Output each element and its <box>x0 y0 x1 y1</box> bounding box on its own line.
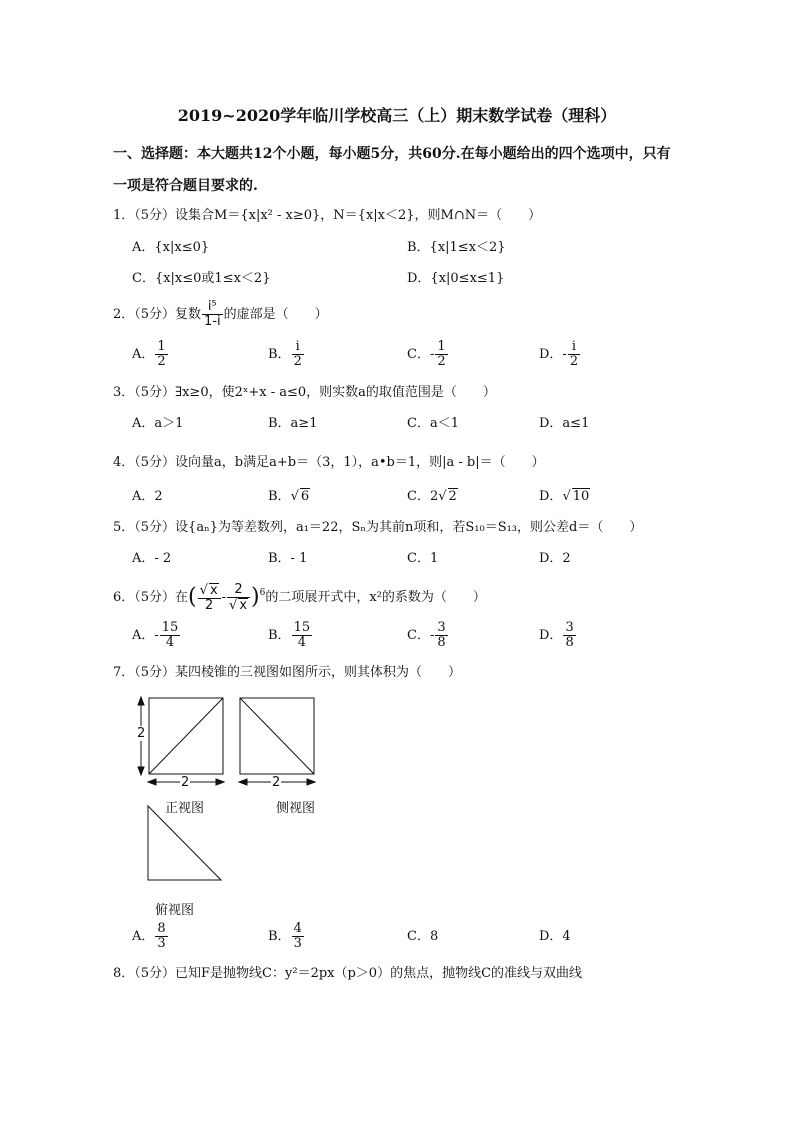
q2-c-den: 2 <box>437 354 446 369</box>
q5-stem: 5．（5分）设{aₙ}为等差数列，a₁＝22，Sₙ为其前n项和，若S₁₀＝S₁₃，则公差d＝（ ） <box>113 520 643 535</box>
q7-option-d: D．4 <box>539 929 571 944</box>
q7-a-den: 3 <box>157 936 166 951</box>
q6-stem-pre: 6．（5分）在 <box>113 590 189 605</box>
q2-a-label: A． <box>132 347 155 362</box>
q2-a-num: 1 <box>157 339 166 354</box>
q2-d-den: 2 <box>569 354 579 369</box>
q2-stem-den: 1-i <box>204 314 221 329</box>
q7-b-label: B． <box>268 929 291 944</box>
q7-option-a <box>132 922 169 952</box>
top-view-triangle <box>148 806 221 880</box>
q2-c-num: 1 <box>437 339 446 354</box>
q7-b-den: 3 <box>293 936 302 951</box>
q6-term2-radicand: x <box>239 597 248 613</box>
q6-d-den: 8 <box>565 635 574 650</box>
q5-option-b: B．- 1 <box>268 551 308 566</box>
sqrt-sign: √ <box>562 489 571 504</box>
q2-stem-num: i⁵ <box>202 300 223 315</box>
arrow-up-icon <box>138 697 144 705</box>
q6-exponent: 6 <box>259 588 266 598</box>
side-view-diagonal <box>240 698 314 774</box>
arrow-left-icon <box>148 779 156 785</box>
q2-c-label: C．- <box>407 347 435 362</box>
q6-a-label: A．- <box>132 628 159 643</box>
q4-d-label: D． <box>539 489 563 504</box>
q6-d-label: D． <box>539 628 563 643</box>
section-heading-line2: 一项是符合题目要求的. <box>113 178 258 194</box>
q4-option-a: A．2 <box>132 489 163 504</box>
arrow-right-icon <box>307 779 315 785</box>
section-heading-line1: 一、选择题：本大题共12个小题，每小题5分，共60分.在每小题给出的四个选项中，只有 <box>113 146 671 162</box>
sqrt-sign: √ <box>229 597 238 613</box>
q4-d-radicand: 10 <box>572 489 590 504</box>
q3-option-a: A．a＞1 <box>132 416 184 431</box>
q2-b-den: 2 <box>293 354 302 369</box>
front-view-label: 正视图 <box>165 801 205 816</box>
q3-option-b: B．a≥1 <box>268 416 318 431</box>
page-title: 2019~2020学年临川学校高三（上）期末数学试卷（理科） <box>177 106 617 125</box>
q6-b-num: 15 <box>293 620 311 635</box>
q2-b-label: B． <box>268 347 291 362</box>
left-paren: ( <box>188 584 197 610</box>
q1-option-a: A．{x|x≤0} <box>132 240 210 255</box>
q7-a-num: 8 <box>157 921 166 936</box>
sqrt-sign: √ <box>438 489 447 504</box>
q4-b-radicand: 6 <box>300 489 310 504</box>
front-width-dimension-label: 2 <box>181 775 190 790</box>
q7-stem: 7．（5分）某四棱锥的三视图如图所示，则其体积为（ ） <box>113 665 462 680</box>
q1-stem: 1．（5分）设集合M＝{x|x² - x≥0}，N＝{x|x＜2}，则M∩N＝（ ） <box>113 208 542 223</box>
q2-d-num: i <box>568 340 580 355</box>
q2-a-den: 2 <box>157 354 166 369</box>
q2-b-num: i <box>292 340 304 355</box>
q4-c-radicand: 2 <box>448 489 457 504</box>
q6-term1-radicand: x <box>209 582 218 598</box>
q6-c-den: 8 <box>437 635 446 650</box>
q7-b-num: 4 <box>293 921 302 936</box>
q4-c-label: C．2 <box>407 489 439 504</box>
q7-option-c: C．8 <box>407 929 439 944</box>
right-paren: ) <box>251 584 260 610</box>
q6-c-num: 3 <box>437 620 446 635</box>
q5-option-d: D．2 <box>539 551 571 566</box>
q3-option-d: D．a≤1 <box>539 416 590 431</box>
q1-option-d: D．{x|0≤x≤1} <box>407 271 505 286</box>
q5-option-c: C．1 <box>407 551 439 566</box>
q6-term1-den: 2 <box>205 597 214 613</box>
q6-minus: - <box>221 590 227 605</box>
q2-stem-pre: 2．（5分）复数 <box>113 307 202 322</box>
q6-d-num: 3 <box>565 620 574 635</box>
q1-option-b: B．{x|1≤x＜2} <box>407 240 506 255</box>
q6-a-num: 15 <box>161 620 179 635</box>
q2-stem-post: 的虚部是（ ） <box>223 307 328 322</box>
q3-stem: 3．（5分）∃x≥0，使2ˣ+x - a≤0，则实数a的取值范围是（ ） <box>113 385 496 400</box>
q3-option-c: C．a＜1 <box>407 416 459 431</box>
q6-c-label: C．- <box>407 628 435 643</box>
sqrt-sign: √ <box>199 582 208 598</box>
q6-term2-num: 2 <box>227 583 250 598</box>
q6-stem-post: 的二项展开式中，x²的系数为（ ） <box>265 590 486 605</box>
side-view-label: 侧视图 <box>276 801 316 816</box>
side-width-dimension-label: 2 <box>272 775 281 790</box>
height-dimension-label: 2 <box>137 726 146 741</box>
front-view-diagonal <box>149 698 223 774</box>
sqrt-sign: √ <box>290 489 299 504</box>
q5-option-a: A．- 2 <box>132 551 172 566</box>
q6-a-den: 4 <box>165 635 175 650</box>
q4-stem: 4．（5分）设向量a，b满足a+b＝（3，1），a•b＝1，则|a - b|＝（ ） <box>113 455 545 470</box>
q1-option-c: C．{x|x≤0或1≤x＜2} <box>132 271 271 286</box>
q4-b-label: B． <box>268 489 291 504</box>
q6-b-den: 4 <box>297 635 306 650</box>
arrow-down-icon <box>138 767 144 775</box>
q7-a-label: A． <box>132 929 155 944</box>
q2-d-label: D．- <box>539 347 567 362</box>
q7-b-fraction <box>292 922 304 951</box>
top-view-label: 俯视图 <box>155 903 195 918</box>
arrow-right-icon <box>216 779 224 785</box>
arrow-left-icon <box>239 779 247 785</box>
q7-option-b <box>268 922 305 952</box>
q8-stem: 8．（5分）已知F是抛物线C：y²＝2px（p＞0）的焦点，抛物线C的准线与双曲线 <box>113 966 583 981</box>
q7-a-fraction <box>155 922 167 951</box>
q6-b-label: B． <box>268 628 291 643</box>
